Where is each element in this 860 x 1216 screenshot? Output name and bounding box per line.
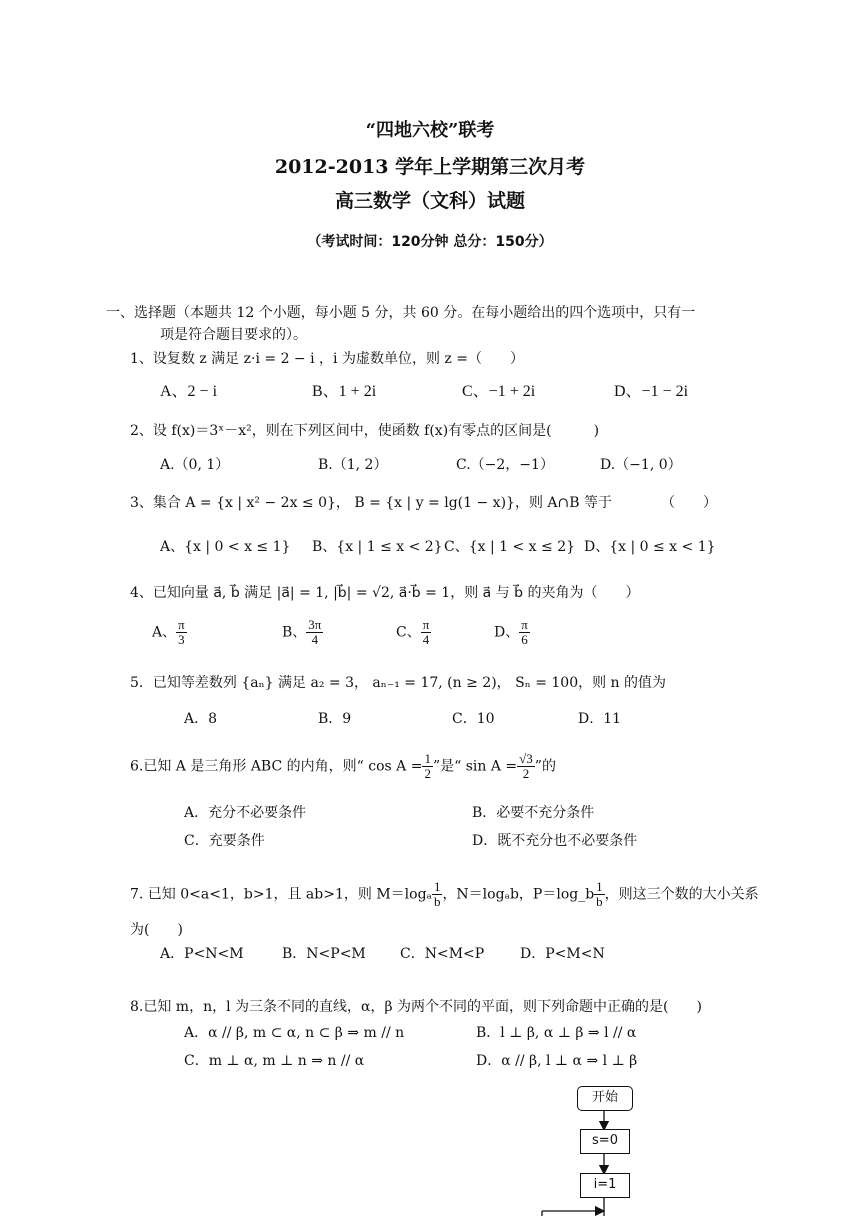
question-3-option-a: A、{x | 0 < x ≤ 1}	[160, 539, 291, 555]
question-3-option-b: B、{x | 1 ≤ x < 2}	[312, 539, 443, 555]
exam-time-score: （考试时间：120分钟 总分：150分）	[307, 234, 553, 250]
question-4-stem: 4、已知向量 a⃗, b⃗ 满足 |a⃗| = 1, |b⃗| = √2, a⃗·b⃗ = 1，则 a⃗ 与 b⃗ 的夹角为（ ）	[130, 585, 640, 601]
exam-term-title: 2012-2013 学年上学期第三次月考	[274, 156, 586, 178]
exam-union-title: “四地六校”联考	[365, 120, 495, 141]
question-7-option-d: D．P<M<N	[520, 946, 605, 962]
question-6-stem: 6.已知 A 是三角形 ABC 的内角，则“ cos A = $\frac{1}{2}$ ”是“ sin A = $\frac{√3}{2}$ ”的	[130, 751, 556, 781]
question-7-option-a: A．P<N<M	[160, 946, 244, 962]
fraction: $\frac{1}{b}$	[433, 879, 441, 909]
question-2-option-d: D.（−1, 0）	[600, 457, 682, 473]
option-label: D、	[494, 624, 520, 641]
fraction: $\frac{\pi}{3}$	[178, 617, 185, 647]
fraction: $\frac{3\pi}{4}$	[308, 617, 322, 647]
question-8-option-b: B．l ⊥ β, α ⊥ β ⇒ l // α	[476, 1025, 637, 1041]
question-8-option-a: A．α // β, m ⊂ α, n ⊂ β ⇒ m // n	[184, 1025, 405, 1041]
question-2-option-a: A.（0, 1）	[160, 457, 230, 473]
section-heading-line2: 项是符合题目要求的）。	[160, 327, 307, 343]
question-7-stem-continued: 为( )	[130, 922, 183, 938]
fraction: $\frac{\pi}{6}$	[521, 617, 528, 647]
option-label: B、	[282, 624, 307, 641]
question-8-option-c: C．m ⊥ α, m ⊥ n ⇒ n // α	[184, 1053, 365, 1069]
question-1-option-b: B、1 + 2i	[312, 383, 377, 400]
question-5-option-b: B．9	[318, 711, 352, 727]
flowchart-i-init: i=1	[580, 1173, 630, 1198]
question-6-option-b: B．必要不充分条件	[472, 805, 595, 821]
question-7-stem: 7. 已知 0<a<1，b>1，且 ab>1，则 M＝logₐ $\frac{1}{b}$ ，N＝logₐb，P＝log_b $\frac{1}{b}$ ，则这三个数的大小关系	[130, 879, 759, 909]
question-3-option-c: C、{x | 1 < x ≤ 2}	[444, 539, 576, 555]
question-2-option-b: B.（1, 2）	[318, 457, 388, 473]
question-8-option-d: D．α // β, l ⊥ α ⇒ l ⊥ β	[476, 1053, 638, 1069]
flowchart-s-init: s=0	[580, 1129, 630, 1154]
option-label: C、	[396, 624, 421, 641]
question-6-option-d: D．既不充分也不必要条件	[472, 833, 638, 849]
fraction: $\frac{\pi}{4}$	[422, 617, 430, 647]
question-6-option-a: A．充分不必要条件	[184, 805, 307, 821]
fraction: $\frac{√3}{2}$	[519, 751, 533, 781]
section-heading-line1: 一、选择题（本题共 12 个小题，每小题 5 分，共 60 分。在每小题给出的四个选项中，只有一	[106, 305, 696, 321]
question-1-option-c: C、−1 + 2i	[462, 383, 536, 400]
question-2-stem: 2、设 f(x)＝3ˣ－x²，则在下列区间中，使函数 f(x)有零点的区间是( )	[130, 423, 600, 439]
question-2-option-c: C.（−2，−1）	[456, 457, 554, 473]
question-1-option-d: D、−1 − 2i	[614, 383, 689, 400]
question-5-option-c: C．10	[452, 711, 495, 727]
question-3-stem: 3、集合 A = {x | x² − 2x ≤ 0}， B = {x | y = lg(1 − x)}，则 A∩B 等于 （ ）	[130, 495, 717, 511]
question-8-stem: 8.已知 m，n，l 为三条不同的直线，α，β 为两个不同的平面，则下列命题中正确的是( )	[130, 999, 702, 1015]
question-3-option-d: D、{x | 0 ≤ x < 1}	[584, 539, 716, 555]
question-5-option-a: A．8	[184, 711, 218, 727]
question-7-option-c: C．N<M<P	[400, 946, 485, 962]
question-1-stem: 1、设复数 z 满足 z·i = 2 − i ，i 为虚数单位，则 z =（ ）	[130, 351, 524, 367]
question-1-option-a: A、2 − i	[160, 383, 218, 400]
question-7-option-b: B．N<P<M	[282, 946, 366, 962]
option-label: A、	[152, 624, 177, 641]
question-5-option-d: D．11	[578, 711, 622, 727]
fraction: $\frac{1}{b}$	[596, 879, 603, 909]
question-6-option-c: C．充要条件	[184, 833, 265, 849]
question-5-stem: 5．已知等差数列 {aₙ} 满足 a₂ = 3， aₙ₋₁ = 17, (n ≥ 2)， Sₙ = 100，则 n 的值为	[130, 675, 667, 691]
exam-subject-title: 高三数学（文科）试题	[334, 190, 525, 212]
fraction: $\frac{1}{2}$	[424, 751, 431, 781]
flowchart-start: 开始	[577, 1086, 633, 1111]
